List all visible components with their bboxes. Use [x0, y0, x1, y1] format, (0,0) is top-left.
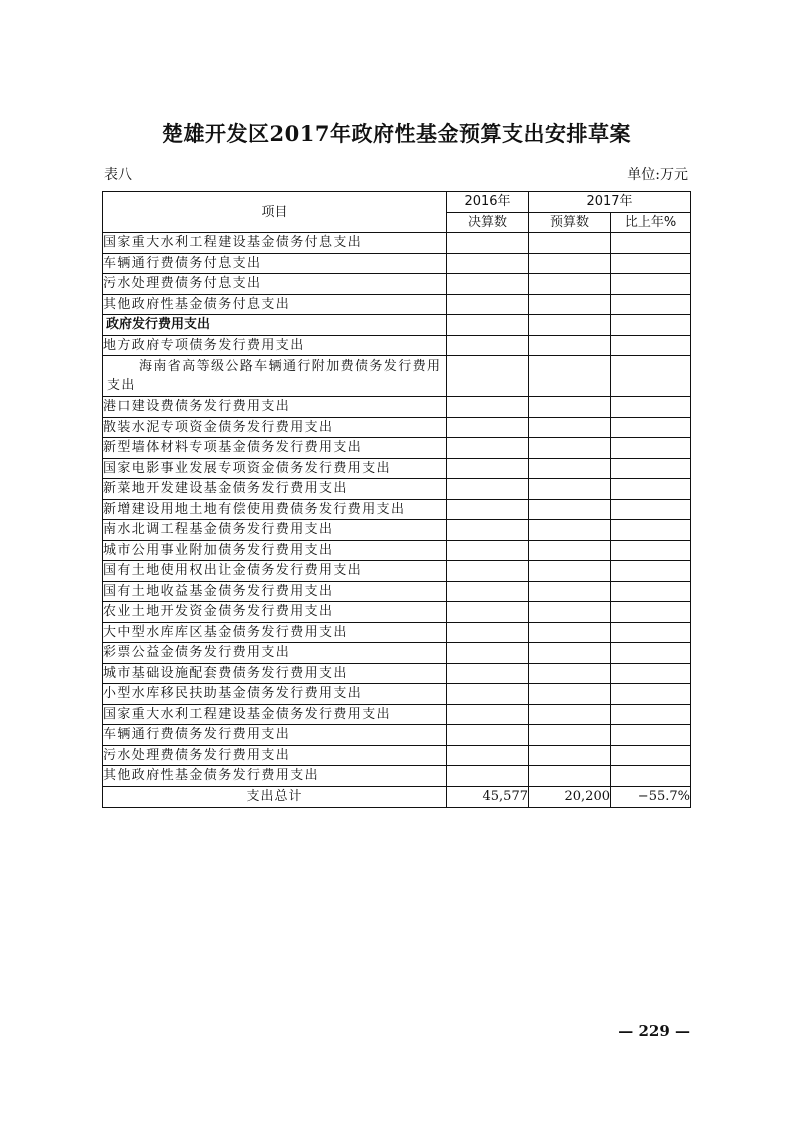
cell-final-2016 — [447, 397, 529, 418]
table-number-label: 表八 — [104, 167, 132, 183]
cell-final-2016 — [447, 745, 529, 766]
table-row — [103, 417, 691, 438]
row-label: 农业土地开发资金债务发行费用支出 — [103, 602, 447, 623]
table-row — [103, 520, 691, 541]
header-final-accounts: 决算数 — [447, 212, 529, 233]
row-label: 港口建设费债务发行费用支出 — [103, 397, 447, 418]
cell-change-pct — [611, 581, 691, 602]
table-row — [103, 397, 691, 418]
cell-budget-2017 — [529, 315, 611, 336]
cell-budget-2017 — [529, 356, 611, 397]
cell-budget-2017 — [529, 643, 611, 664]
cell-change-pct — [611, 253, 691, 274]
table-row — [103, 561, 691, 582]
cell-change-pct — [611, 725, 691, 746]
cell-budget-2017 — [529, 335, 611, 356]
cell-budget-2017 — [529, 233, 611, 254]
cell-final-2016 — [447, 253, 529, 274]
row-label: 城市公用事业附加债务发行费用支出 — [103, 540, 447, 561]
cell-change-pct — [611, 704, 691, 725]
cell-final-2016 — [447, 622, 529, 643]
cell-change-pct — [611, 458, 691, 479]
cell-final-2016 — [447, 233, 529, 254]
cell-budget-2017 — [529, 499, 611, 520]
cell-budget-2017 — [529, 479, 611, 500]
cell-final-2016 — [447, 274, 529, 295]
cell-change-pct — [611, 520, 691, 541]
cell-change-pct — [611, 745, 691, 766]
table-row — [103, 663, 691, 684]
row-label: 车辆通行费债务发行费用支出 — [103, 725, 447, 746]
row-label: 散装水泥专项资金债务发行费用支出 — [103, 417, 447, 438]
cell-change-pct — [611, 663, 691, 684]
cell-change-pct — [611, 397, 691, 418]
cell-change-pct — [611, 684, 691, 705]
table-row — [103, 438, 691, 459]
cell-budget-2017 — [529, 294, 611, 315]
cell-budget-2017 — [529, 602, 611, 623]
cell-budget-2017 — [529, 540, 611, 561]
header-year-2016: 2016年 — [447, 192, 529, 213]
table-row — [103, 766, 691, 787]
row-label: 新型墙体材料专项基金债务发行费用支出 — [103, 438, 447, 459]
table-row — [103, 540, 691, 561]
cell-budget-2017 — [529, 397, 611, 418]
cell-change-pct — [611, 438, 691, 459]
table-row — [103, 643, 691, 664]
cell-budget-2017 — [529, 704, 611, 725]
cell-final-2016 — [447, 643, 529, 664]
table-row — [103, 581, 691, 602]
table-row — [103, 458, 691, 479]
row-label: 城市基础设施配套费债务发行费用支出 — [103, 663, 447, 684]
cell-final-2016 — [447, 458, 529, 479]
cell-final-2016 — [447, 499, 529, 520]
cell-final-2016 — [447, 417, 529, 438]
category-label: 政府发行费用支出 — [103, 315, 447, 336]
cell-budget-2017 — [529, 417, 611, 438]
cell-budget-2017 — [529, 581, 611, 602]
header-budget: 预算数 — [529, 212, 611, 233]
table-row — [103, 479, 691, 500]
budget-table — [102, 191, 691, 808]
cell-final-2016 — [447, 479, 529, 500]
cell-change-pct — [611, 335, 691, 356]
row-label: 国家重大水利工程建设基金债务发行费用支出 — [103, 704, 447, 725]
table-row — [103, 745, 691, 766]
row-label: 其他政府性基金债务发行费用支出 — [103, 766, 447, 787]
cell-budget-2017 — [529, 458, 611, 479]
row-label: 其他政府性基金债务付息支出 — [103, 294, 447, 315]
cell-final-2016 — [447, 315, 529, 336]
page-number: — 229 — — [618, 1022, 690, 1040]
unit-label: 单位:万元 — [627, 167, 688, 183]
cell-final-2016 — [447, 520, 529, 541]
row-label: 车辆通行费债务付息支出 — [103, 253, 447, 274]
table-row — [103, 294, 691, 315]
cell-change-pct — [611, 561, 691, 582]
cell-change-pct — [611, 315, 691, 336]
total-budget-2017: 20,200 — [529, 786, 611, 807]
row-label: 彩票公益金债务发行费用支出 — [103, 643, 447, 664]
cell-budget-2017 — [529, 253, 611, 274]
cell-budget-2017 — [529, 725, 611, 746]
total-final-2016: 45,577 — [447, 786, 529, 807]
cell-final-2016 — [447, 438, 529, 459]
total-label: 支出总计 — [103, 786, 447, 807]
cell-change-pct — [611, 602, 691, 623]
cell-change-pct — [611, 766, 691, 787]
table-row — [103, 274, 691, 295]
cell-budget-2017 — [529, 663, 611, 684]
row-label: 国有土地收益基金债务发行费用支出 — [103, 581, 447, 602]
cell-change-pct — [611, 274, 691, 295]
row-label: 大中型水库库区基金债务发行费用支出 — [103, 622, 447, 643]
cell-final-2016 — [447, 561, 529, 582]
cell-budget-2017 — [529, 561, 611, 582]
row-label: 新菜地开发建设基金债务发行费用支出 — [103, 479, 447, 500]
cell-change-pct — [611, 499, 691, 520]
cell-final-2016 — [447, 766, 529, 787]
cell-change-pct — [611, 540, 691, 561]
row-label: 南水北调工程基金债务发行费用支出 — [103, 520, 447, 541]
cell-budget-2017 — [529, 438, 611, 459]
table-row — [103, 684, 691, 705]
row-label: 国家重大水利工程建设基金债务付息支出 — [103, 233, 447, 254]
cell-change-pct — [611, 479, 691, 500]
row-label: 国家电影事业发展专项资金债务发行费用支出 — [103, 458, 447, 479]
cell-final-2016 — [447, 663, 529, 684]
table-row — [103, 602, 691, 623]
table-row — [103, 233, 691, 254]
total-row — [103, 786, 691, 807]
cell-budget-2017 — [529, 520, 611, 541]
header-item: 项目 — [103, 192, 447, 233]
cell-change-pct — [611, 356, 691, 397]
table-row — [103, 253, 691, 274]
cell-budget-2017 — [529, 745, 611, 766]
cell-final-2016 — [447, 581, 529, 602]
total-change-pct: −55.7% — [611, 786, 691, 807]
cell-final-2016 — [447, 602, 529, 623]
cell-change-pct — [611, 294, 691, 315]
cell-budget-2017 — [529, 684, 611, 705]
cell-final-2016 — [447, 540, 529, 561]
cell-final-2016 — [447, 356, 529, 397]
table-row — [103, 315, 691, 336]
cell-change-pct — [611, 622, 691, 643]
table-row — [103, 704, 691, 725]
cell-final-2016 — [447, 704, 529, 725]
row-label: 小型水库移民扶助基金债务发行费用支出 — [103, 684, 447, 705]
table-row — [103, 725, 691, 746]
table-row — [103, 499, 691, 520]
cell-budget-2017 — [529, 622, 611, 643]
header-change-pct: 比上年% — [611, 212, 691, 233]
table-row — [103, 356, 691, 397]
header-year-2017: 2017年 — [529, 192, 691, 213]
table-row — [103, 622, 691, 643]
row-label: 地方政府专项债务发行费用支出 — [103, 335, 447, 356]
cell-final-2016 — [447, 335, 529, 356]
cell-change-pct — [611, 417, 691, 438]
cell-final-2016 — [447, 725, 529, 746]
cell-final-2016 — [447, 294, 529, 315]
cell-budget-2017 — [529, 766, 611, 787]
row-label: 海南省高等级公路车辆通行附加费债务发行费用支出 — [103, 356, 447, 397]
cell-change-pct — [611, 643, 691, 664]
table-body — [103, 233, 691, 787]
row-label: 新增建设用地土地有偿使用费债务发行费用支出 — [103, 499, 447, 520]
row-label: 国有土地使用权出让金债务发行费用支出 — [103, 561, 447, 582]
cell-change-pct — [611, 233, 691, 254]
table-row — [103, 335, 691, 356]
cell-budget-2017 — [529, 274, 611, 295]
row-label: 污水处理费债务付息支出 — [103, 274, 447, 295]
cell-final-2016 — [447, 684, 529, 705]
document-title: 楚雄开发区2017年政府性基金预算支出安排草案 — [162, 121, 631, 146]
row-label: 污水处理费债务发行费用支出 — [103, 745, 447, 766]
